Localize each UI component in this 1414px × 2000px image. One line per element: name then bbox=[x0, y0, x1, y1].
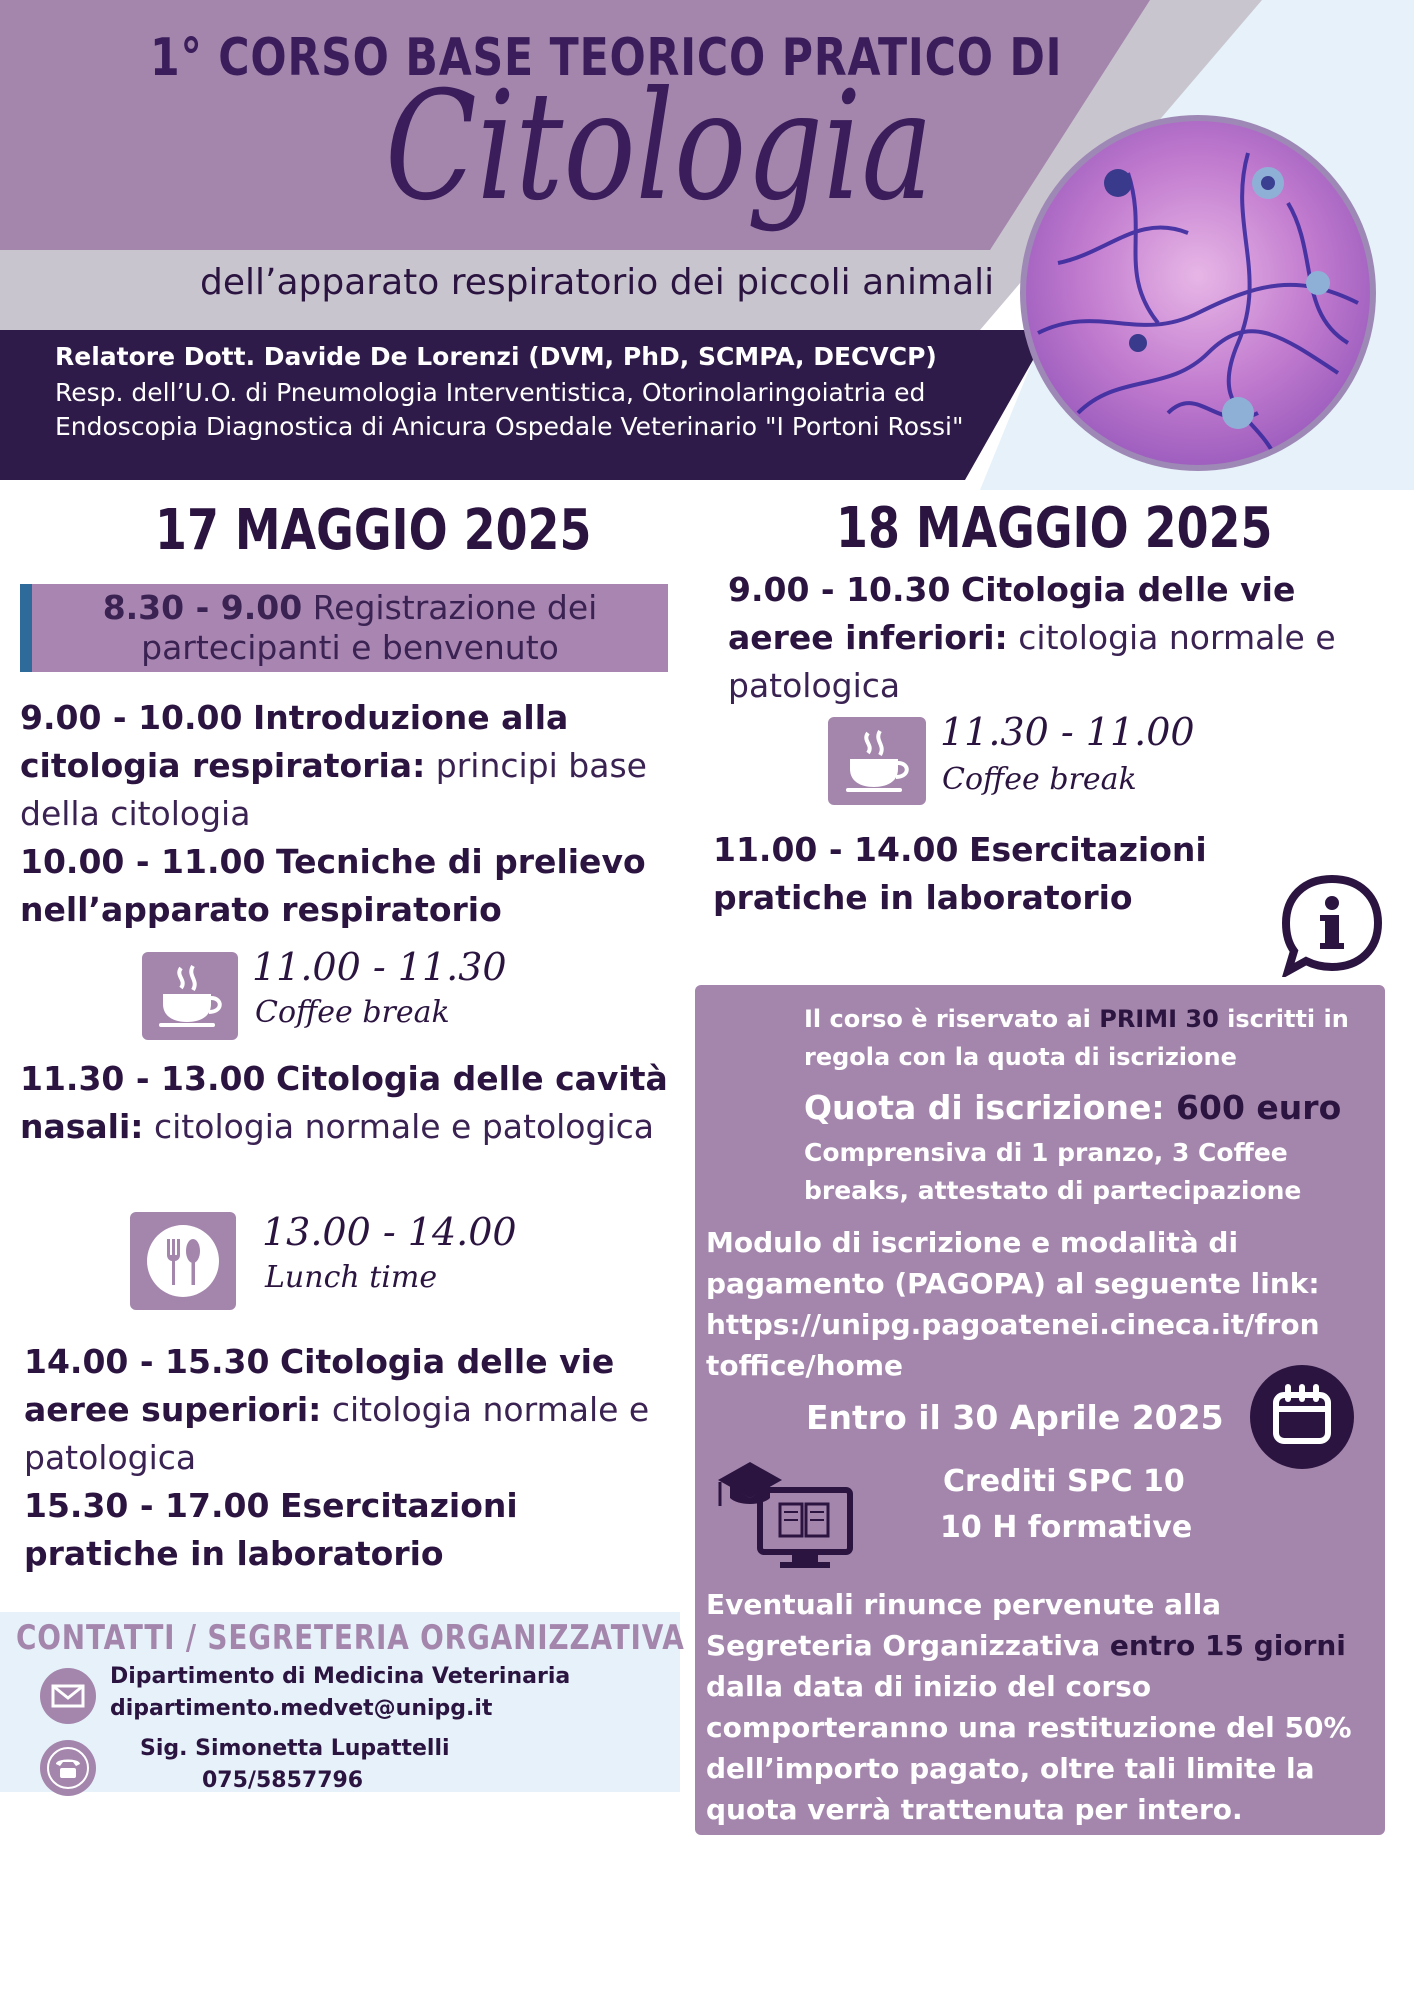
day1-date: 17 MAGGIO 2025 bbox=[155, 498, 592, 563]
registration-pill bbox=[20, 584, 668, 672]
coffee-time-day2: 11.30 - 11.00 bbox=[940, 710, 1195, 754]
coffee-icon-box-day2 bbox=[828, 717, 926, 805]
schedule-item: 9.00 - 10.00 Introduzione alla citologia respiratoria: principi base della citologia bbox=[20, 698, 647, 833]
day2-block-1 bbox=[728, 566, 1378, 710]
calendar-icon bbox=[1250, 1365, 1354, 1469]
contact-dept: Dipartimento di Medicina Veterinaria bbox=[110, 1664, 571, 1689]
contact-email[interactable]: dipartimento.medvet@unipg.it bbox=[110, 1696, 493, 1721]
info-credits: Crediti SPC 10 bbox=[943, 1464, 1185, 1499]
schedule-item: 14.00 - 15.30 Citologia delle vie aeree superiori: citologia normale e patologica bbox=[24, 1342, 650, 1477]
coffee-label-day2: Coffee break bbox=[942, 762, 1137, 797]
coffee-icon-box bbox=[142, 952, 238, 1040]
registration-text: Registrazione dei partecipanti e benvenuto bbox=[141, 588, 598, 667]
schedule-item: 11.30 - 13.00 Citologia delle cavità nasali: citologia normale e patologica bbox=[20, 1059, 668, 1146]
coffee-label: Coffee break bbox=[255, 995, 450, 1030]
speaker-titles: (DVM, PhD, SCMPA, DECVCP) bbox=[528, 342, 937, 371]
script-title: Citologia bbox=[385, 60, 934, 234]
day2-date: 18 MAGGIO 2025 bbox=[836, 496, 1273, 561]
lunch-icon-box bbox=[130, 1212, 236, 1310]
day1-block-3 bbox=[24, 1338, 674, 1578]
cytology-image bbox=[1018, 113, 1378, 473]
mail-icon bbox=[40, 1668, 96, 1724]
info-hours: 10 H formative bbox=[940, 1510, 1193, 1545]
speaker-description: Resp. dell’U.O. di Pneumologia Interventistica, Otorinolaringoiatria ed Endoscopia Diagnostica di Anicura Ospedale Veterinario "I Portoni Rossi" bbox=[55, 378, 964, 441]
coffee-icon bbox=[842, 729, 912, 793]
cutlery-icon bbox=[143, 1221, 223, 1301]
info-icon bbox=[1280, 873, 1384, 977]
contact-phone[interactable]: 075/5857796 bbox=[202, 1768, 364, 1793]
info-refund: Eventuali rinunce pervenute alla Segreteria Organizzativa entro 15 giorni dalla data di inizio del corso comporteranno una restituzione del 50% dell’importo pagato, oltre tali limite la quota verrà trattenuta per intero. bbox=[706, 1588, 1352, 1826]
course-subtitle: dell’apparato respiratorio dei piccoli animali bbox=[200, 262, 995, 303]
registration-link-end[interactable]: toffice/home bbox=[706, 1349, 903, 1382]
coffee-icon bbox=[155, 964, 225, 1028]
info-fee-includes: Comprensiva di 1 pranzo, 3 Coffee breaks, attestato di partecipazione bbox=[804, 1138, 1302, 1205]
day2-block-2 bbox=[713, 826, 1353, 922]
speaker-name: Relatore Dott. Davide De Lorenzi (DVM, PhD, SCMPA, DECVCP) bbox=[55, 342, 937, 371]
day1-block-2 bbox=[20, 1055, 670, 1151]
info-form: Modulo di iscrizione e modalità di pagamento (PAGOPA) al seguente link: https://unipg.pagoatenei.cineca.it/fron toffice/home bbox=[706, 1222, 1386, 1386]
schedule-item: 10.00 - 11.00 Tecniche di prelievo nell’apparato respiratorio bbox=[20, 842, 646, 929]
lunch-label: Lunch time bbox=[265, 1260, 438, 1295]
registration-link[interactable]: https://unipg.pagoatenei.cineca.it/fron bbox=[706, 1308, 1320, 1341]
schedule-item: 11.00 - 14.00 Esercitazioni pratiche in laboratorio bbox=[713, 830, 1207, 917]
course-title: 1° CORSO BASE TEORICO PRATICO DI bbox=[150, 28, 1063, 88]
info-reserved: Il corso è riservato ai PRIMI 30 iscritti in regola con la quota di iscrizione bbox=[804, 1005, 1349, 1071]
info-deadline: Entro il 30 Aprile 2025 bbox=[806, 1398, 1224, 1437]
schedule-item: 15.30 - 17.00 Esercitazioni pratiche in laboratorio bbox=[24, 1486, 518, 1573]
schedule-item: 9.00 - 10.30 Citologia delle vie aeree inferiori: citologia normale e patologica bbox=[728, 570, 1336, 705]
lunch-time: 13.00 - 14.00 bbox=[262, 1210, 517, 1254]
elearning-icon bbox=[710, 1440, 860, 1570]
info-fee: Quota di iscrizione: 600 euro bbox=[804, 1088, 1342, 1127]
day1-block-1 bbox=[20, 694, 670, 934]
contact-person: Sig. Simonetta Lupattelli bbox=[140, 1736, 450, 1761]
coffee-time: 11.00 - 11.30 bbox=[252, 945, 507, 989]
contacts-title: CONTATTI / SEGRETERIA ORGANIZZATIVA bbox=[16, 1618, 685, 1658]
phone-icon bbox=[40, 1740, 96, 1796]
registration-time: 8.30 - 9.00 bbox=[102, 588, 303, 627]
